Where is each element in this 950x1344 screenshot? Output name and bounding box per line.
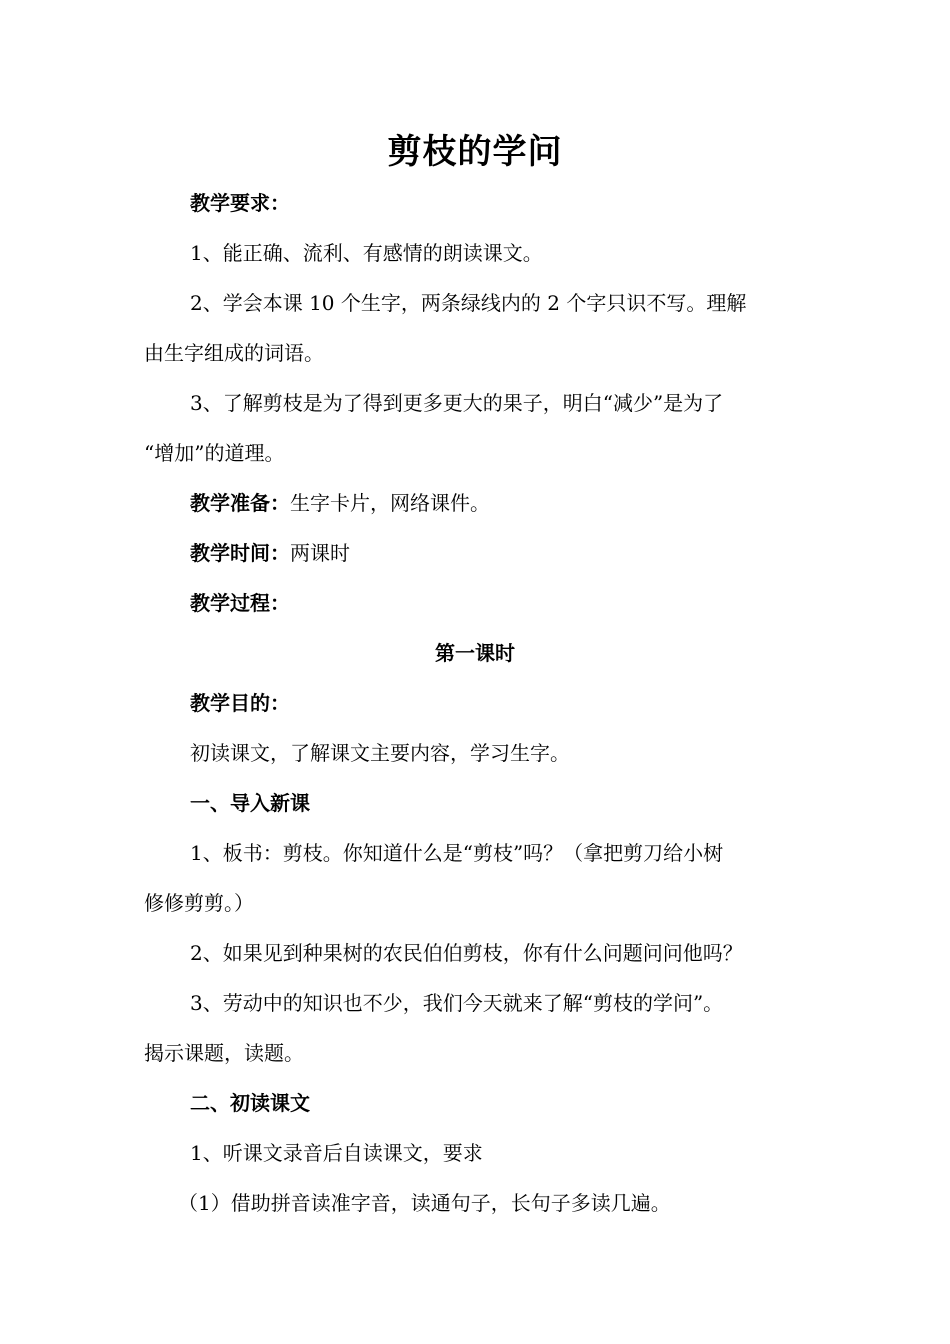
requirement-1: 1、能正确、流利、有感情的朗读课文。 — [190, 241, 543, 265]
preparation-line — [190, 478, 814, 528]
time-label: 教学时间： — [190, 541, 290, 565]
preparation-label: 教学准备： — [190, 491, 290, 515]
section-1-item-1-line-1: 1、板书：剪枝。你知道什么是“剪枝”吗？（拿把剪刀给小树 — [190, 841, 724, 865]
process-heading: 教学过程： — [190, 591, 290, 615]
section-1-heading: 一、导入新课 — [190, 791, 310, 815]
goal-heading: 教学目的： — [190, 691, 290, 715]
section-1-item-3-line-1: 3、劳动中的知识也不少，我们今天就来了解“剪枝的学问”。 — [190, 991, 724, 1015]
requirement-3-line-2: “增加”的道理。 — [144, 441, 285, 465]
requirement-2-line-1: 2、学会本课 10 个生字，两条绿线内的 2 个字只识不写。理解 — [190, 291, 747, 315]
requirement-2-line-2: 由生字组成的词语。 — [144, 341, 324, 365]
section-1-item-1-line-2: 修修剪剪。） — [144, 891, 254, 915]
goal-text: 初读课文，了解课文主要内容，学习生字。 — [190, 741, 570, 765]
time-value: 两课时 — [290, 541, 350, 565]
section-2-heading: 二、初读课文 — [190, 1091, 310, 1115]
lesson-1-heading: 第一课时 — [435, 641, 515, 665]
section-2-item-1: 1、听课文录音后自读课文，要求 — [190, 1141, 483, 1165]
preparation-value: 生字卡片，网络课件。 — [290, 491, 490, 515]
section-1-item-2: 2、如果见到种果树的农民伯伯剪枝，你有什么问题问问他吗？ — [190, 941, 743, 965]
document-title: 剪枝的学问 — [387, 132, 563, 172]
section-2-item-1-sub-1: （1）借助拼音读准字音，读通句子，长句子多读几遍。 — [178, 1191, 671, 1215]
requirements-heading: 教学要求： — [190, 191, 290, 215]
time-line — [190, 528, 814, 578]
section-1-item-3-line-2: 揭示课题，读题。 — [144, 1041, 304, 1065]
requirement-3-line-1: 3、了解剪枝是为了得到更多更大的果子，明白“减少”是为了 — [190, 391, 724, 415]
